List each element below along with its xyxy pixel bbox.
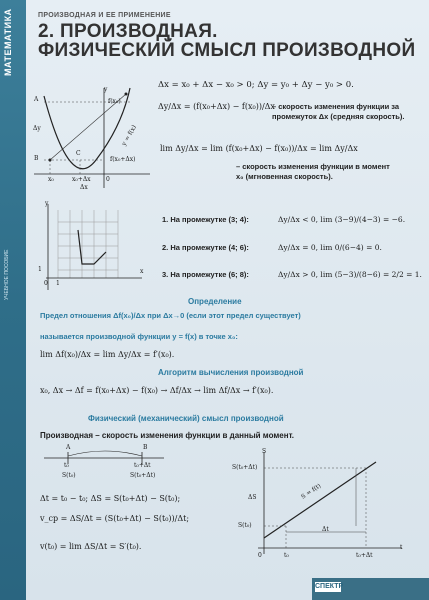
publisher-logo: СПЕКТР	[315, 583, 344, 590]
distance-label-t0dt: t₀+Δt	[356, 552, 373, 559]
definition-text-2: называется производной функции y = f(x) в точке x₀:	[40, 332, 238, 341]
distance-label-curve: S = f(t)	[299, 482, 323, 501]
interval-1-expr: Δy/Δx < 0, lim (3−9)/(4−3) = −6.	[278, 215, 406, 224]
segment-label-b: B	[143, 444, 148, 451]
definition-formula: lim Δf(x₀)/Δx = lim Δy/Δx = f′(x₀).	[40, 350, 175, 359]
interval-2-label: 2. На промежутке (4; 6):	[162, 243, 249, 252]
subject-label: МАТЕМАТИКА	[3, 8, 13, 76]
graph1-label-y: y	[104, 86, 108, 93]
graph2-label-one-y: 1	[38, 266, 42, 273]
graph1-label-a: A	[34, 96, 39, 103]
distance-label-origin: 0	[258, 552, 262, 559]
segment-label-a: A	[66, 444, 71, 451]
graph1-label-curve: y = f(x)	[120, 123, 138, 148]
instant-rate-note: – скорость изменения функции в момент x₀ (мгновенная скорость).	[236, 162, 390, 181]
algorithm-formula: x₀, Δx → Δf = f(x₀+Δx) − f(x₀) → Δf/Δx → lim Δf/Δx → f′(x₀).	[40, 386, 274, 395]
section-title: ПРОИЗВОДНАЯ И ЕЕ ПРИМЕНЕНИЕ	[38, 12, 171, 19]
distance-label-dt: Δt	[322, 526, 329, 533]
graph2-label-one-x: 1	[56, 280, 60, 287]
graph1-label-x0dx: x₀+Δx	[72, 176, 91, 183]
segment-label-st0dt: S(t₀+Δt)	[130, 472, 156, 479]
graph1-label-origin: 0	[106, 176, 110, 183]
definition-heading: Определение	[188, 297, 242, 306]
physical-eq-2: v_cp = ΔS/Δt = (S(t₀+Δt) − S(t₀))/Δt;	[40, 514, 190, 523]
distance-label-ds: ΔS	[248, 494, 257, 501]
interval-1-label: 1. На промежутке (3; 4):	[162, 215, 249, 224]
sidebar	[0, 0, 26, 600]
distance-graph	[236, 448, 406, 558]
distance-label-t: t	[400, 544, 403, 551]
definition-text-1: Предел отношения Δf(x₀)/Δx при Δx→0 (если этот предел существует)	[40, 311, 301, 320]
average-rate-note: – скорость изменения функции за промежуток Δx (средняя скорость).	[272, 102, 405, 121]
piecewise-graph	[38, 200, 148, 296]
graph1-label-fx0dx: f(x₀+Δx)	[110, 156, 136, 163]
instant-rate-formula: lim Δy/Δx = lim (f(x₀+Δx) − f(x₀))/Δx = lim Δy/Δx	[160, 144, 358, 153]
physical-eq-1: Δt = t₀ − t₀; ΔS = S(t₀+Δt) − S(t₀);	[40, 494, 181, 503]
average-rate-formula: Δy/Δx = (f(x₀+Δx) − f(x₀))/Δx	[158, 102, 275, 111]
title-line-2: ФИЗИЧЕСКИЙ СМЫСЛ ПРОИЗВОДНОЙ	[38, 40, 416, 61]
page-title	[38, 22, 415, 60]
graph1-label-c: C	[76, 150, 81, 157]
distance-label-st0: S(t₀)	[238, 522, 252, 529]
graph2-label-origin: 0	[44, 280, 48, 287]
interval-3-expr: Δy/Δx > 0, lim (5−3)/(8−6) = 2/2 = 1.	[278, 270, 422, 279]
footer-fineprint	[312, 578, 429, 600]
graph2-label-x: x	[140, 268, 144, 275]
graph1-label-dx: Δx	[80, 184, 88, 191]
physical-eq-3: v(t₀) = lim ΔS/Δt = S′(t₀).	[40, 542, 142, 551]
subject-subtitle: УЧЕБНОЕ ПОСОБИЕ	[4, 249, 10, 300]
physical-statement: Производная – скорость изменения функции в данный момент.	[40, 431, 295, 440]
physical-heading: Физический (механический) смысл производной	[88, 414, 284, 423]
distance-label-t0: t₀	[284, 552, 289, 559]
segment-label-t0dt: t₀+Δt	[134, 462, 151, 469]
segment-label-st0: S(t₀)	[62, 472, 76, 479]
interval-3-label: 3. На промежутке (6; 8):	[162, 270, 249, 279]
increments-formula: Δx = x₀ + Δx − x₀ > 0; Δy = y₀ + Δy − y₀ > 0.	[158, 80, 354, 90]
graph1-label-b: B	[34, 155, 39, 162]
distance-label-st0dt: S(t₀+Δt)	[232, 464, 258, 471]
algorithm-heading: Алгоритм вычисления производной	[158, 368, 304, 377]
segment-label-t0: t₀	[64, 462, 69, 469]
graph1-label-dy: Δy	[33, 125, 41, 132]
graph1-label-fx0: f(x₀)	[108, 98, 121, 105]
graph1-label-x0: x₀	[48, 176, 54, 183]
interval-2-expr: Δy/Δx = 0, lim 0/(6−4) = 0.	[278, 243, 382, 252]
title-line-1: 2. ПРОИЗВОДНАЯ.	[38, 21, 218, 42]
graph2-label-y: y	[45, 200, 49, 207]
distance-label-s: S	[262, 448, 267, 455]
